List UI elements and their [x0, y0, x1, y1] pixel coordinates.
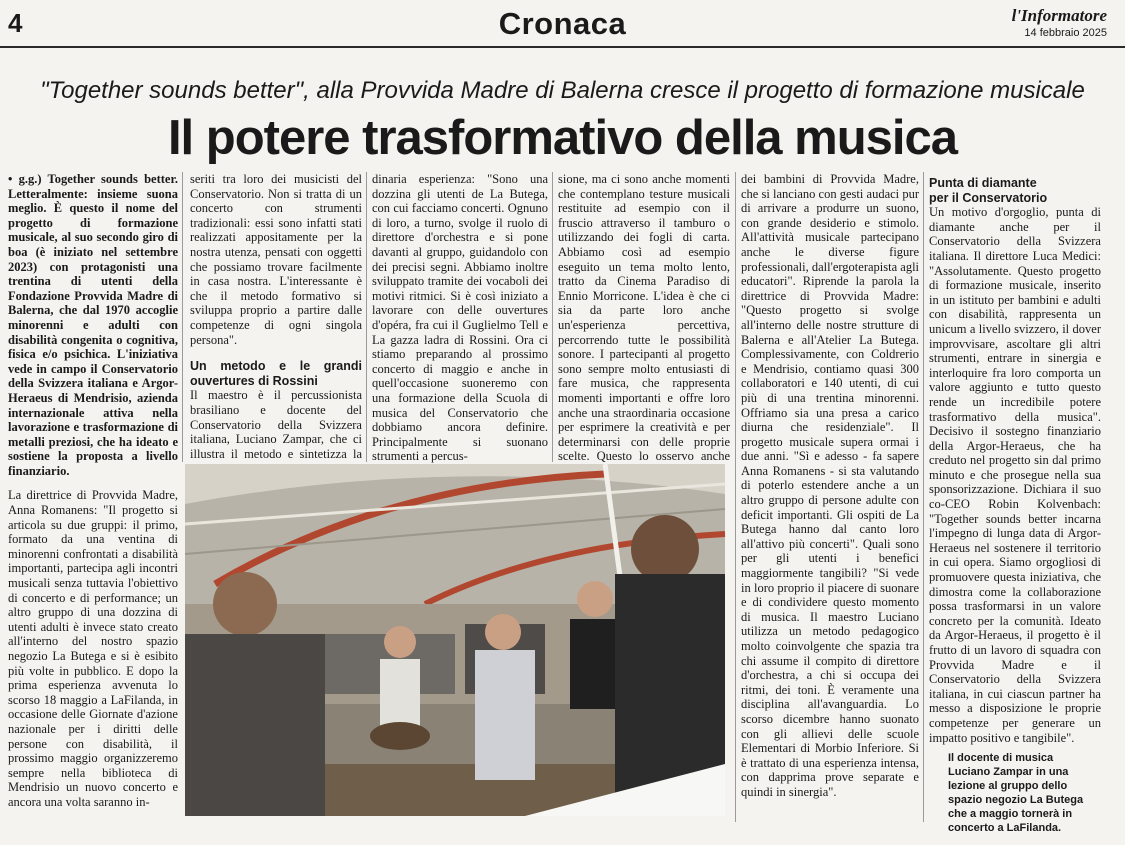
column-divider — [366, 172, 367, 462]
column-3-body: dinaria esperienza: "Sono una dozzina gli utenti de La Butega, con cui facciamo concerti. Ognuno di loro, a turno, svolge il ruolo di direttore d'orchestra e si pone davanti al gruppo, guidandolo con dei precisi segni. Abbiamo inoltre sviluppato tramite dei vocaboli dei motivi ritmici. Si è così iniziato a lavorare con delle ouvertures d'opéra, fra cui il Guglielmo Tell e La gazza ladra di Rossini. Ora ci stiamo preparando al prossimo concerto di maggio e anche in quell'occasione suoneremo con una formazione della Scuola di musica del Conservatorio che dobbiamo ancora definire. Principalmente si suonano strumenti a percus- — [372, 172, 548, 464]
page-header — [0, 0, 1125, 50]
masthead — [1012, 6, 1107, 39]
article-lead: • g.g.) Together sounds better. Letteralmente: insieme suona meglio. È questo il nome del progetto di formazione musicale, al suo secondo giro di boa (è iniziato nel settembre 2023) con protagonisti una trentina di utenti della Fondazione Provvida Madre di Balerna, che dal 1970 accoglie minorenni e adulti con disabilità congenita o cognitiva, fisica e/o psichica. L'iniziativa vede in campo il Conservatorio della Svizzera italiana e Argor-Heraeus di Mendrisio, azienda internazionale attiva nella lavorazione e trasformazione di metalli preziosi, che ha ideato e sostiene la proposta a livello finanziario. — [8, 172, 178, 478]
photo-illustration — [185, 464, 725, 816]
subheading-diamante-2: per il Conservatorio — [929, 190, 1048, 205]
column-1 — [8, 172, 178, 827]
column-3 — [372, 172, 548, 462]
column-1-body: La direttrice di Provvida Madre, Anna Romanens: "Il progetto si articola su due gruppi: il primo, formato da una ventina di minorenni confrontati a disabilità importanti, partecipa agli incontri musicali senza tuttavia l'obiettivo di concerto e di performance; un altro gruppo di una dozzina di utenti adulti è invece stato creato all'interno del nostro spazio negozio La Butega e si è esibito più volte in pubblico. E dopo la prima esperienza avvenuta lo scorso 18 maggio a LaFilanda, in occasione delle Giornate d'azione nazionale per i diritti delle persone con disabilità, il prossimo maggio organizzeremo sempre nella biblioteca di Mendrisio un nuovo concerto e ancora una volta saranno in- — [8, 488, 178, 809]
column-4 — [558, 172, 730, 462]
column-divider — [182, 172, 183, 462]
column-5 — [741, 172, 919, 822]
subheading-metodo: Un metodo e le grandi ouvertures di Rossini — [190, 359, 362, 388]
issue-date: 14 febbraio 2025 — [1024, 27, 1107, 39]
article-subtitle: "Together sounds better", alla Provvida Madre di Balerna cresce il progetto di formazione musicale — [40, 77, 1085, 104]
article-headline: Il potere trasformativo della musica — [167, 111, 958, 165]
column-4-body: sione, ma ci sono anche momenti che contemplano testure musicali restituite ad esempio con il fruscio attraverso il tamburo o utilizzando dei fogli di carta. Abbiamo così ad esempio eseguito un tema molto lento, tratto da Cinema Paradiso di Ennio Morricone. L'idea è che ci sia da parte loro anche un'esperienza percettiva, percorrendo tutte le possibilità sonore. I partecipanti al progetto sono sempre molto entusiasti di fare musica, che rappresenta momenti importanti e offre loro anche una straordinaria occasione per esprimere la creatività e per determinarsi con delle proprie scelte. Questo lo osservo anche — [558, 172, 730, 464]
masthead-logo: l'Informatore — [1011, 6, 1107, 25]
subheading-diamante-1: Punta di diamante — [929, 176, 1037, 190]
column-5-body: dei bambini di Provvida Madre, che si lanciano con gesti audaci pur di arrivare a produrre un suono, con grande desiderio e stimolo. All'attività musicale partecipano anche le diverse figure professionali, dall'ergoterapista agli educatori". Riprende la parola la direttrice di Provvida Madre: "Questo progetto si svolge all'interno delle nostre strutture di Balerna e all'Atelier La Butega. Complessivamente, con Coldrerio e Mendrisio, contiamo quasi 300 collaboratori e 140 utenti, di cui più di una trentina minorenni. Offriamo sia una presa a carico diurna che residenziale". Il progetto musicale supera ormai i due anni. "Sì e adesso - fa sapere Anna Romanens - si sta valutando di poterlo estendere anche a un altro gruppo di persone adulte con deficit importanti. Gli ospiti de La Butega hanno dal canto loro all'attivo più concerti". Quali sono per gli utenti i benefici maggiormente tangibili? "Si vede in loro proprio il piacere di suonare e di condividere questo momento di musica. Il maestro Luciano utilizza un metodo pedagogico molto coinvolgente che spazia tra chi assume il compito di direttore d'orchestra, a chi si occupa dei ritmi, dei toni. È veramente una disciplina all'avanguardia. Lo scorso dicembre hanno suonato con gli allievi delle scuole Elementari di Morbio Inferiore. Si è trattato di una esperienza intensa, con dapprima prove separate e quindi in sinergia". — [741, 172, 920, 799]
header-rule — [0, 46, 1125, 48]
column-2-body-2: Il maestro è il percussionista brasiliano e docente del Conservatorio della Svizzera italiana, Luciano Zampar, che ci illustra il metodo e sintetizza la — [190, 388, 362, 461]
music-lesson-photo — [185, 464, 725, 816]
column-6-body: Un motivo d'orgoglio, punta di diamante anche per il Conservatorio della Svizzera italiana. Il direttore Luca Medici: "Assolutamente. Questo progetto di formazione musicale, inserito in un istituto per bambini e adulti con disabilità, rappresenta un unicum a livello svizzero, il dover improvvisare, ascoltare gli altri strumenti, entrare in sinergia e interloquire fra loro comporta un valore aggiunto e tutto questo rende un incredibile potere trasformativo della musica". Decisivo il sostegno finanziario della Argor-Heraeus, che ha creduto nel progetto sin dal primo minuto e che prosegue nella sua sponsorizzazione. Dichiara il suo co-CEO Robin Kolvenbach: "Together sounds better incarna l'impegno di lunga data di Argor-Heraeus nel sostenere il territorio in cui opera. Siamo orgogliosi di promuovere questa iniziativa, che dimostra come la collaborazione possa trasformarsi in un valore concreto per la comunità. Ideato da Argor-Heraeus, il progetto è il frutto di un lavoro di squadra con Provvida Madre e il Conservatorio della Svizzera italiana, in cui ciascun partner ha messo a disposizione le proprie competenze per generare un impatto positivo e tangibile". — [929, 205, 1101, 745]
column-2 — [190, 172, 362, 462]
column-divider — [923, 172, 924, 822]
photo-caption: Il docente di musica Luciano Zampar in una lezione al gruppo dello spazio negozio La Butega che a maggio tornerà in concerto a LaFilanda. — [948, 752, 1084, 834]
column-2-body-1: seriti tra loro dei musicisti del Conservatorio. Non si tratta di un concerto con strumenti tradizionali: essi sono infatti stati realizzati appositamente per la nostra utenza, pensati con oggetti che possiamo trovare facilmente in casa nostra. L'interessante è che il metodo formativo si sviluppa proprio a partire dalle competenze di ogni singola persona". — [190, 172, 362, 347]
column-divider — [552, 172, 553, 462]
column-divider — [735, 172, 736, 822]
column-6 — [929, 172, 1101, 744]
page-number: 4 — [8, 8, 23, 38]
section-title: Cronaca — [498, 6, 627, 41]
